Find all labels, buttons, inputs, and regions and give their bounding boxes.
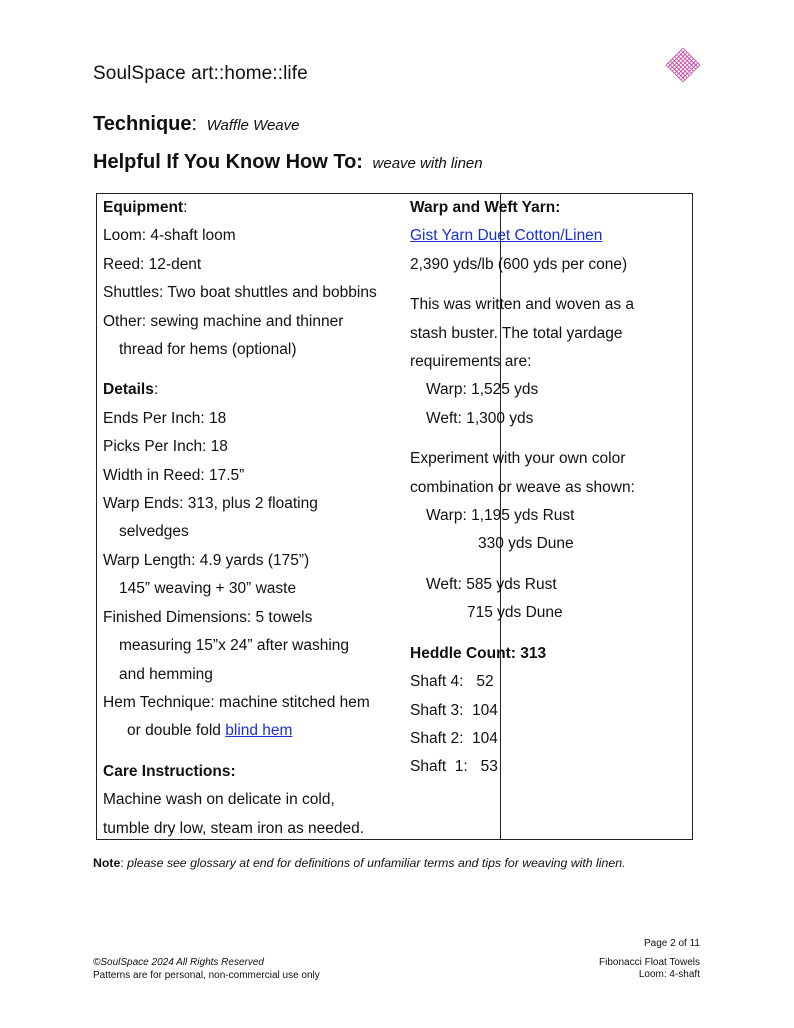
warp-length-cont: 145” weaving + 30” waste (119, 580, 297, 598)
shaft-1-line: Shaft 1: 53 (410, 758, 498, 776)
usage-note: Patterns are for personal, non-commercial use only (93, 969, 320, 981)
pattern-table (96, 193, 693, 840)
care-line-2: tumble dry low, steam iron as needed. (103, 819, 365, 837)
warp-total-line: Warp: 1,525 yds (426, 381, 539, 399)
pattern-name: Fibonacci Float Towels (599, 956, 700, 968)
helpful-label: Helpful If You Know How To: (93, 151, 363, 173)
loom-line: Loom: 4-shaft loom (103, 227, 236, 245)
warp-rust-line: Warp: 1,195 yds Rust (426, 507, 575, 525)
epi-line: Ends Per Inch: 18 (103, 409, 227, 427)
stash-line-3: requirements are: (410, 353, 532, 371)
yarn-link[interactable]: Gist Yarn Duet Cotton/Linen (410, 227, 603, 245)
weft-total-line: Weft: 1,300 yds (426, 409, 534, 427)
heddle-heading: Heddle Count: 313 (410, 644, 547, 662)
technique-label: Technique (93, 113, 192, 135)
technique-heading: Technique: Waffle Weave (93, 113, 300, 135)
loom-type: Loom: 4-shaft (638, 969, 700, 980)
warp-dune-line: 330 yds Dune (478, 535, 574, 553)
experiment-line-1: Experiment with your own color (410, 450, 626, 468)
width-line: Width in Reed: 17.5” (103, 466, 245, 484)
stash-line-1: This was written and woven as a (410, 296, 634, 314)
footer-right (599, 938, 700, 982)
copyright: ©SoulSpace 2024 All Rights Reserved (93, 957, 264, 968)
page-number: Page 2 of 11 (644, 938, 700, 949)
technique-value: Waffle Weave (206, 117, 300, 134)
warp-ends-cont: selvedges (119, 523, 189, 541)
brand-title: SoulSpace art::home::life (93, 63, 308, 84)
yarn-link-line (410, 222, 690, 250)
hem-line: Hem Technique: machine stitched hem (103, 693, 370, 711)
helpful-heading (93, 151, 483, 174)
right-column (410, 194, 690, 782)
warp-length-line: Warp Length: 4.9 yards (175”) (103, 551, 310, 569)
weft-dune-line: 715 yds Dune (467, 604, 563, 622)
note: Note: please see glossary at end for definitions of unfamiliar terms and tips for weaving with linen. (93, 856, 626, 870)
note-label: Note (93, 856, 121, 870)
brand-logo-icon (664, 46, 702, 84)
finished-line: Finished Dimensions: 5 towels (103, 608, 313, 626)
ppi-line: Picks Per Inch: 18 (103, 438, 228, 456)
care-heading: Care Instructions: (103, 762, 236, 780)
note-text: please see glossary at end for definitions of unfamiliar terms and tips for weaving with linen. (127, 856, 626, 870)
blind-hem-link[interactable]: blind hem (225, 722, 293, 740)
yarn-spec-line: 2,390 yds/lb (600 yds per cone) (410, 255, 628, 273)
stash-line-2: stash buster. The total yardage (410, 324, 623, 342)
warp-ends-line: Warp Ends: 313, plus 2 floating (103, 495, 318, 513)
reed-line: Reed: 12-dent (103, 255, 202, 273)
shaft-2-line: Shaft 2: 104 (410, 729, 498, 747)
finished-cont-1: measuring 15”x 24” after washing (119, 637, 350, 655)
other-line: Other: sewing machine and thinner (103, 312, 344, 330)
yarn-heading: Warp and Weft Yarn: (410, 199, 561, 216)
equipment-heading: Equipment: (103, 199, 188, 216)
shuttles-line: Shuttles: Two boat shuttles and bobbins (103, 284, 377, 302)
shaft-3-line: Shaft 3: 104 (410, 701, 498, 719)
shaft-4-line: Shaft 4: 52 (410, 673, 494, 691)
footer-left (93, 957, 320, 982)
hem-line-cont: or double fold blind hem (127, 722, 293, 740)
details-heading: Details: (103, 381, 159, 399)
other-line-cont: thread for hems (optional) (119, 341, 297, 359)
experiment-line-2: combination or weave as shown: (410, 478, 635, 496)
helpful-value: weave with linen (372, 155, 483, 172)
care-line-1: Machine wash on delicate in cold, (103, 791, 335, 809)
weft-rust-line: Weft: 585 yds Rust (426, 575, 557, 593)
finished-cont-2: and hemming (119, 665, 213, 683)
